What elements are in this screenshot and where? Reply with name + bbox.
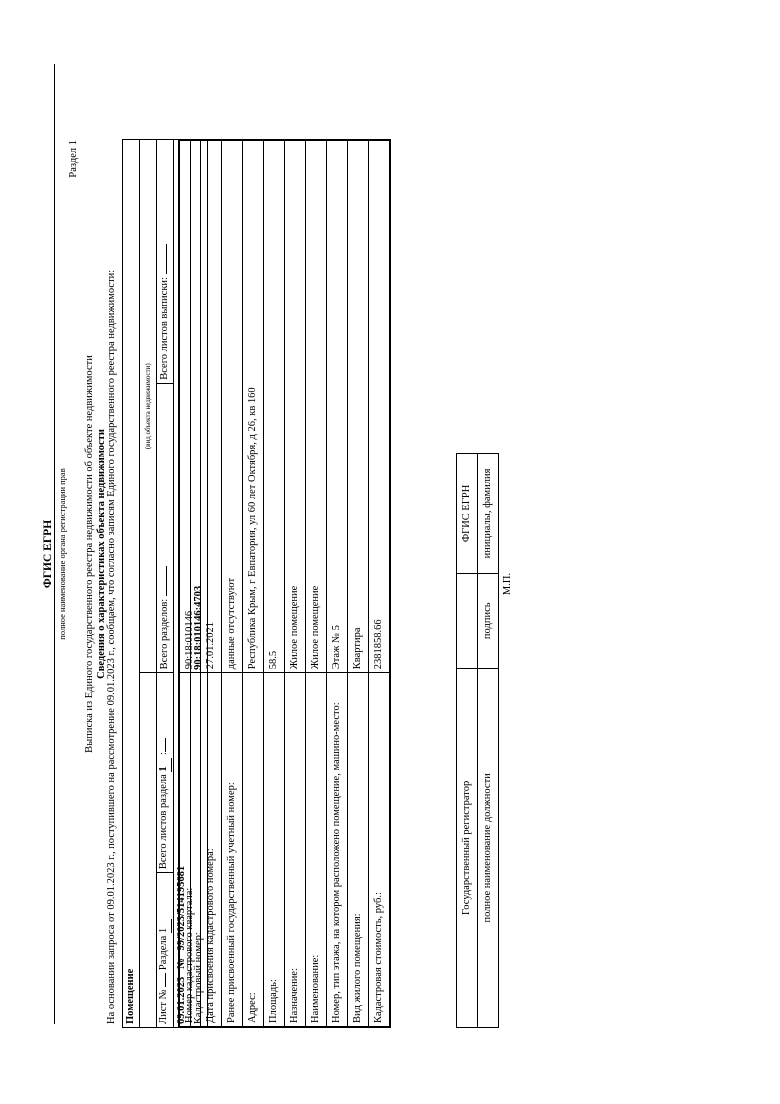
signer-name: ФГИС ЕГРН bbox=[457, 454, 478, 574]
property-row bbox=[201, 140, 222, 1027]
property-value: 90:18:010146 bbox=[179, 140, 201, 673]
object-type: Помещение bbox=[123, 140, 140, 1028]
property-row bbox=[264, 140, 285, 1027]
section-number: 1 bbox=[158, 919, 172, 933]
property-value: 27.01.2021 bbox=[201, 140, 222, 673]
property-label: Номер кадастрового квартала: bbox=[179, 673, 201, 1027]
org-caption: полное наименование органа регистрации прав bbox=[57, 468, 67, 640]
property-label: Площадь: bbox=[264, 673, 285, 1027]
sections-total-label: Всего разделов: bbox=[158, 598, 170, 670]
request-basis: На основании запроса от 09.01.2023 г., поступившего на рассмотрение 09.01.2023 г., сообщаем, что согласно записям Единого государственного реестра недвижимости: bbox=[106, 269, 117, 1024]
property-label: Дата присвоения кадастрового номера: bbox=[201, 673, 222, 1027]
property-label: Наименование: bbox=[306, 673, 327, 1027]
properties-table bbox=[175, 139, 391, 1028]
sheets-in-section-value: 1 bbox=[158, 758, 172, 772]
position-caption: полное наименование должности bbox=[478, 668, 499, 1027]
property-value: Этаж № 5 bbox=[327, 140, 348, 673]
property-value: Жилое помещение bbox=[285, 140, 306, 673]
property-label: Ранее присвоенный государственный учетный номер: bbox=[222, 673, 243, 1027]
sign-caption: подпись bbox=[478, 573, 499, 668]
sheets-in-section-label: Всего листов раздела bbox=[158, 774, 170, 870]
property-label: Кадастровая стоимость, руб.: bbox=[369, 673, 391, 1027]
stamp-placeholder: М.П. bbox=[502, 572, 513, 596]
property-value: Республика Крым, г Евпатория, ул 60 лет Октября, д 26, кв 160 bbox=[243, 140, 264, 673]
property-label: Номер, тип этажа, на котором расположено помещение, машино-место: bbox=[327, 673, 348, 1027]
property-row bbox=[306, 140, 327, 1027]
sheets-in-section-cell: Всего листов раздела 1 : bbox=[157, 673, 174, 873]
property-row bbox=[285, 140, 306, 1027]
property-row bbox=[222, 140, 243, 1027]
signature-field bbox=[457, 573, 478, 668]
property-label: Назначение: bbox=[285, 673, 306, 1027]
sheets-total-label: Всего листов выписки: bbox=[158, 277, 170, 380]
extract-date: 09.01.2023 bbox=[175, 976, 187, 1024]
property-label: Адрес: bbox=[243, 673, 264, 1027]
object-type-caption: (вид объекта недвижимости) bbox=[140, 140, 157, 673]
sheet-label: Лист № bbox=[158, 989, 170, 1024]
property-value: Жилое помещение bbox=[306, 140, 327, 673]
org-underline bbox=[54, 64, 55, 1024]
property-value: 58.5 bbox=[264, 140, 285, 673]
signature-table bbox=[456, 453, 499, 1028]
property-row bbox=[179, 140, 201, 1027]
signer-caption: инициалы, фамилия bbox=[478, 454, 499, 574]
property-label: Вид жилого помещения: bbox=[348, 673, 369, 1027]
property-row bbox=[243, 140, 264, 1027]
document-subtitle: Сведения о характеристиках объекта недвижимости bbox=[96, 429, 107, 679]
sections-total-cell bbox=[157, 383, 174, 673]
property-row bbox=[369, 140, 391, 1027]
section-word: Раздела bbox=[158, 935, 170, 971]
org-name: ФГИС ЕГРН bbox=[42, 519, 54, 589]
position-value: Государственный регистратор bbox=[457, 668, 478, 1027]
section-label: Раздел 1 bbox=[68, 140, 79, 178]
sheets-total-cell bbox=[157, 140, 174, 384]
property-value: Квартира bbox=[348, 140, 369, 673]
cadastral-label: Кадастровый номер: bbox=[191, 673, 208, 1028]
cadastral-value: 90:18:010146:4703 bbox=[191, 140, 208, 673]
property-row bbox=[327, 140, 348, 1027]
document-title: Выписка из Единого государственного реестра недвижимости об объекте недвижимости bbox=[84, 355, 95, 753]
property-row bbox=[348, 140, 369, 1027]
property-value: 2381858.66 bbox=[369, 140, 391, 673]
property-value: данные отсутствуют bbox=[222, 140, 243, 673]
sheet-number-cell bbox=[157, 873, 174, 1028]
number-label: № bbox=[175, 958, 187, 969]
extract-number: 99/2023/514195681 bbox=[175, 865, 187, 951]
